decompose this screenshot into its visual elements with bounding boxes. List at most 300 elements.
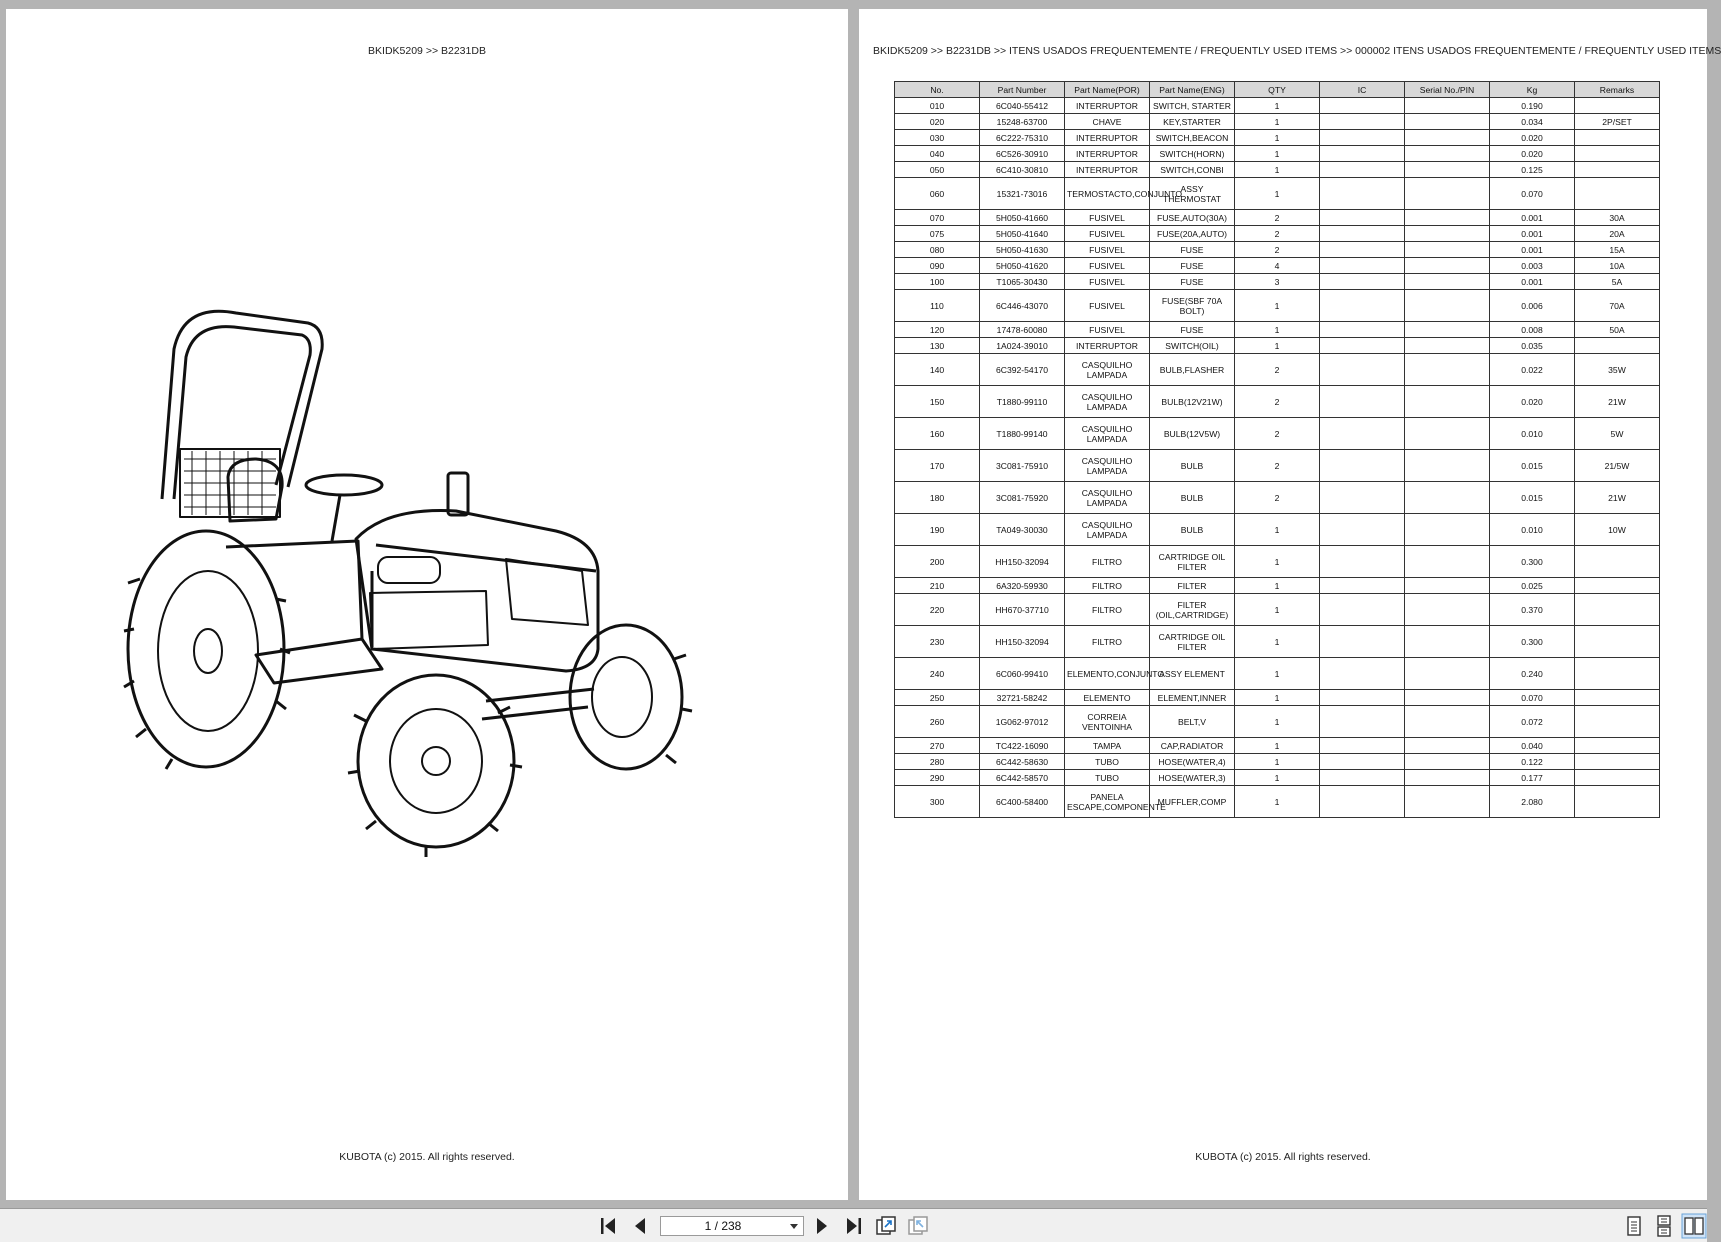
qty-cell: 1 (1235, 162, 1320, 178)
table-row (895, 210, 1660, 226)
qty-cell: 2 (1235, 226, 1320, 242)
part-name-por-cell: CASQUILHO LAMPADA (1065, 354, 1150, 386)
qty-cell: 1 (1235, 146, 1320, 162)
page-number-field[interactable] (660, 1216, 804, 1236)
serial-no-cell (1405, 178, 1490, 210)
kg-cell: 0.177 (1490, 770, 1575, 786)
table-row (895, 242, 1660, 258)
item-no-cell: 020 (895, 114, 980, 130)
table-row (895, 514, 1660, 546)
item-no-cell: 130 (895, 338, 980, 354)
chevron-down-icon[interactable] (790, 1224, 798, 1229)
kg-cell: 0.022 (1490, 354, 1575, 386)
item-no-cell: 240 (895, 658, 980, 690)
page-footer: KUBOTA (c) 2015. All rights reserved. (339, 1151, 515, 1163)
item-no-cell: 110 (895, 290, 980, 322)
table-row (895, 226, 1660, 242)
item-no-cell: 300 (895, 786, 980, 818)
part-name-eng-cell: BELT,V (1150, 706, 1235, 738)
table-row (895, 546, 1660, 578)
serial-no-cell (1405, 354, 1490, 386)
kg-cell: 0.015 (1490, 450, 1575, 482)
part-number-cell: T1880-99110 (980, 386, 1065, 418)
ic-cell (1320, 546, 1405, 578)
remarks-cell: 15A (1575, 242, 1660, 258)
remarks-cell (1575, 754, 1660, 770)
item-no-cell: 030 (895, 130, 980, 146)
page-indicator: 1 / 238 (704, 1219, 742, 1233)
part-name-eng-cell: ASSY THERMOSTAT (1150, 178, 1235, 210)
remarks-cell (1575, 658, 1660, 690)
item-no-cell: 050 (895, 162, 980, 178)
column-header: QTY (1235, 82, 1320, 98)
qty-cell: 1 (1235, 514, 1320, 546)
remarks-cell: 21/5W (1575, 450, 1660, 482)
remarks-cell: 5W (1575, 418, 1660, 450)
part-name-eng-cell: SWITCH, STARTER (1150, 98, 1235, 114)
part-name-eng-cell: KEY,STARTER (1150, 114, 1235, 130)
kg-cell: 0.008 (1490, 322, 1575, 338)
table-row (895, 162, 1660, 178)
part-name-eng-cell: BULB(12V5W) (1150, 418, 1235, 450)
item-no-cell: 180 (895, 482, 980, 514)
serial-no-cell (1405, 738, 1490, 754)
serial-no-cell (1405, 146, 1490, 162)
remarks-cell (1575, 130, 1660, 146)
ic-cell (1320, 162, 1405, 178)
ic-cell (1320, 178, 1405, 210)
qty-cell: 1 (1235, 594, 1320, 626)
part-name-eng-cell: BULB (1150, 450, 1235, 482)
part-name-por-cell: FUSIVEL (1065, 258, 1150, 274)
part-name-eng-cell: SWITCH,BEACON (1150, 130, 1235, 146)
part-name-por-cell: INTERRUPTOR (1065, 146, 1150, 162)
serial-no-cell (1405, 770, 1490, 786)
item-no-cell: 120 (895, 322, 980, 338)
part-name-eng-cell: SWITCH(HORN) (1150, 146, 1235, 162)
ic-cell (1320, 786, 1405, 818)
ic-cell (1320, 338, 1405, 354)
table-row (895, 114, 1660, 130)
two-page-view-icon[interactable] (1682, 1214, 1706, 1238)
part-number-cell: HH670-37710 (980, 594, 1065, 626)
serial-no-cell (1405, 546, 1490, 578)
kg-cell: 0.025 (1490, 578, 1575, 594)
kg-cell: 0.072 (1490, 706, 1575, 738)
qty-cell: 4 (1235, 258, 1320, 274)
part-name-por-cell: FUSIVEL (1065, 322, 1150, 338)
item-no-cell: 075 (895, 226, 980, 242)
single-page-view-icon[interactable] (1622, 1214, 1646, 1238)
part-name-por-cell: FUSIVEL (1065, 242, 1150, 258)
ic-cell (1320, 130, 1405, 146)
item-no-cell: 010 (895, 98, 980, 114)
part-name-eng-cell: FUSE,AUTO(30A) (1150, 210, 1235, 226)
part-number-cell: 6C446-43070 (980, 290, 1065, 322)
qty-cell: 2 (1235, 210, 1320, 226)
serial-no-cell (1405, 226, 1490, 242)
serial-no-cell (1405, 386, 1490, 418)
part-name-eng-cell: ASSY ELEMENT (1150, 658, 1235, 690)
kg-cell: 0.240 (1490, 658, 1575, 690)
kg-cell: 0.001 (1490, 242, 1575, 258)
remarks-cell (1575, 146, 1660, 162)
serial-no-cell (1405, 658, 1490, 690)
serial-no-cell (1405, 450, 1490, 482)
item-no-cell: 090 (895, 258, 980, 274)
part-number-cell: 15248-63700 (980, 114, 1065, 130)
ic-cell (1320, 626, 1405, 658)
qty-cell: 2 (1235, 354, 1320, 386)
part-name-eng-cell: CAP,RADIATOR (1150, 738, 1235, 754)
kg-cell: 0.001 (1490, 274, 1575, 290)
serial-no-cell (1405, 290, 1490, 322)
serial-no-cell (1405, 114, 1490, 130)
remarks-cell (1575, 738, 1660, 754)
remarks-cell (1575, 98, 1660, 114)
last-page-icon[interactable] (842, 1214, 866, 1238)
remarks-cell (1575, 178, 1660, 210)
part-name-eng-cell: CARTRIDGE OIL FILTER (1150, 546, 1235, 578)
qty-cell: 2 (1235, 242, 1320, 258)
part-name-eng-cell: BULB (1150, 482, 1235, 514)
table-row (895, 98, 1660, 114)
item-no-cell: 040 (895, 146, 980, 162)
serial-no-cell (1405, 482, 1490, 514)
remarks-cell: 50A (1575, 322, 1660, 338)
part-name-por-cell: FUSIVEL (1065, 274, 1150, 290)
part-name-por-cell: CASQUILHO LAMPADA (1065, 514, 1150, 546)
part-name-por-cell: FILTRO (1065, 626, 1150, 658)
column-header: IC (1320, 82, 1405, 98)
ic-cell (1320, 754, 1405, 770)
prev-page-icon[interactable] (628, 1214, 652, 1238)
part-number-cell: 6C410-30810 (980, 162, 1065, 178)
table-row (895, 338, 1660, 354)
table-row (895, 418, 1660, 450)
table-row (895, 594, 1660, 626)
serial-no-cell (1405, 258, 1490, 274)
part-name-por-cell: CASQUILHO LAMPADA (1065, 482, 1150, 514)
table-row (895, 690, 1660, 706)
tractor-illustration (126, 309, 686, 849)
part-name-por-cell: CORREIA VENTOINHA (1065, 706, 1150, 738)
ic-cell (1320, 690, 1405, 706)
table-row (895, 578, 1660, 594)
part-number-cell: 5H050-41640 (980, 226, 1065, 242)
part-name-eng-cell: FUSE(20A,AUTO) (1150, 226, 1235, 242)
ic-cell (1320, 450, 1405, 482)
qty-cell: 3 (1235, 274, 1320, 290)
part-number-cell: 5H050-41630 (980, 242, 1065, 258)
item-no-cell: 190 (895, 514, 980, 546)
qty-cell: 1 (1235, 706, 1320, 738)
part-name-por-cell: FILTRO (1065, 594, 1150, 626)
table-row (895, 786, 1660, 818)
remarks-cell: 20A (1575, 226, 1660, 242)
kg-cell: 0.040 (1490, 738, 1575, 754)
qty-cell: 2 (1235, 386, 1320, 418)
part-name-por-cell: INTERRUPTOR (1065, 130, 1150, 146)
item-no-cell: 150 (895, 386, 980, 418)
part-number-cell: HH150-32094 (980, 546, 1065, 578)
first-page-icon[interactable] (596, 1214, 620, 1238)
part-number-cell: 1A024-39010 (980, 338, 1065, 354)
qty-cell: 1 (1235, 738, 1320, 754)
kg-cell: 0.370 (1490, 594, 1575, 626)
part-name-por-cell: CASQUILHO LAMPADA (1065, 386, 1150, 418)
remarks-cell (1575, 546, 1660, 578)
table-row (895, 258, 1660, 274)
serial-no-cell (1405, 98, 1490, 114)
fit-page-icon[interactable] (874, 1214, 898, 1238)
part-number-cell: 6C400-58400 (980, 786, 1065, 818)
remarks-cell (1575, 770, 1660, 786)
ic-cell (1320, 98, 1405, 114)
item-no-cell: 080 (895, 242, 980, 258)
column-header: Part Name(ENG) (1150, 82, 1235, 98)
remarks-cell: 70A (1575, 290, 1660, 322)
part-number-cell: 6C060-99410 (980, 658, 1065, 690)
item-no-cell: 250 (895, 690, 980, 706)
page-header: BKIDK5209 >> B2231DB (368, 45, 486, 57)
ic-cell (1320, 594, 1405, 626)
kg-cell: 0.125 (1490, 162, 1575, 178)
serial-no-cell (1405, 578, 1490, 594)
part-name-por-cell: FUSIVEL (1065, 226, 1150, 242)
ic-cell (1320, 354, 1405, 386)
item-no-cell: 270 (895, 738, 980, 754)
kg-cell: 0.070 (1490, 178, 1575, 210)
table-row (895, 450, 1660, 482)
ic-cell (1320, 770, 1405, 786)
part-number-cell: 6C222-75310 (980, 130, 1065, 146)
column-header: Part Name(POR) (1065, 82, 1150, 98)
page-footer: KUBOTA (c) 2015. All rights reserved. (1195, 1151, 1371, 1163)
table-row (895, 178, 1660, 210)
part-number-cell: TC422-16090 (980, 738, 1065, 754)
qty-cell: 2 (1235, 450, 1320, 482)
part-number-cell: 6C526-30910 (980, 146, 1065, 162)
serial-no-cell (1405, 130, 1490, 146)
ic-cell (1320, 578, 1405, 594)
kg-cell: 0.006 (1490, 290, 1575, 322)
ic-cell (1320, 706, 1405, 738)
part-number-cell: 3C081-75910 (980, 450, 1065, 482)
qty-cell: 1 (1235, 130, 1320, 146)
part-number-cell: 6A320-59930 (980, 578, 1065, 594)
kg-cell: 0.020 (1490, 146, 1575, 162)
remarks-cell: 35W (1575, 354, 1660, 386)
remarks-cell: 10A (1575, 258, 1660, 274)
ic-cell (1320, 274, 1405, 290)
part-name-por-cell: TUBO (1065, 754, 1150, 770)
table-row (895, 754, 1660, 770)
item-no-cell: 210 (895, 578, 980, 594)
kg-cell: 0.300 (1490, 626, 1575, 658)
remarks-cell (1575, 594, 1660, 626)
serial-no-cell (1405, 338, 1490, 354)
item-no-cell: 060 (895, 178, 980, 210)
serial-no-cell (1405, 514, 1490, 546)
remarks-cell (1575, 786, 1660, 818)
part-name-eng-cell: HOSE(WATER,3) (1150, 770, 1235, 786)
part-name-por-cell: CASQUILHO LAMPADA (1065, 418, 1150, 450)
part-number-cell: TA049-30030 (980, 514, 1065, 546)
remarks-cell: 21W (1575, 482, 1660, 514)
table-row (895, 130, 1660, 146)
kg-cell: 0.010 (1490, 418, 1575, 450)
parts-table-body (895, 98, 1660, 818)
table-row (895, 322, 1660, 338)
part-number-cell: 6C442-58570 (980, 770, 1065, 786)
ic-cell (1320, 258, 1405, 274)
ic-cell (1320, 658, 1405, 690)
table-row (895, 770, 1660, 786)
table-row (895, 738, 1660, 754)
serial-no-cell (1405, 162, 1490, 178)
part-name-eng-cell: HOSE(WATER,4) (1150, 754, 1235, 770)
next-page-icon[interactable] (810, 1214, 834, 1238)
ic-cell (1320, 290, 1405, 322)
left-page (6, 9, 848, 1200)
part-name-eng-cell: FUSE (1150, 242, 1235, 258)
qty-cell: 1 (1235, 658, 1320, 690)
part-name-eng-cell: FUSE(SBF 70A BOLT) (1150, 290, 1235, 322)
table-row (895, 706, 1660, 738)
serial-no-cell (1405, 210, 1490, 226)
kg-cell: 0.001 (1490, 226, 1575, 242)
column-header: Part Number (980, 82, 1065, 98)
ic-cell (1320, 226, 1405, 242)
kg-cell: 0.070 (1490, 690, 1575, 706)
item-no-cell: 160 (895, 418, 980, 450)
remarks-cell: 2P/SET (1575, 114, 1660, 130)
part-name-eng-cell: BULB(12V21W) (1150, 386, 1235, 418)
part-name-por-cell: TUBO (1065, 770, 1150, 786)
serial-no-cell (1405, 706, 1490, 738)
part-name-por-cell: PANELA ESCAPE,COMPONENTE (1065, 786, 1150, 818)
table-header-row (895, 82, 1660, 98)
qty-cell: 1 (1235, 114, 1320, 130)
part-number-cell: 6C442-58630 (980, 754, 1065, 770)
serial-no-cell (1405, 626, 1490, 658)
kg-cell: 0.034 (1490, 114, 1575, 130)
ic-cell (1320, 242, 1405, 258)
column-header: Kg (1490, 82, 1575, 98)
continuous-view-icon[interactable] (1652, 1214, 1676, 1238)
part-number-cell: T1065-30430 (980, 274, 1065, 290)
right-page (859, 9, 1721, 1200)
kg-cell: 0.020 (1490, 386, 1575, 418)
item-no-cell: 170 (895, 450, 980, 482)
qty-cell: 1 (1235, 578, 1320, 594)
ic-cell (1320, 418, 1405, 450)
ic-cell (1320, 482, 1405, 514)
qty-cell: 1 (1235, 178, 1320, 210)
qty-cell: 1 (1235, 754, 1320, 770)
kg-cell: 0.035 (1490, 338, 1575, 354)
part-name-eng-cell: FILTER (1150, 578, 1235, 594)
qty-cell: 1 (1235, 770, 1320, 786)
ic-cell (1320, 210, 1405, 226)
part-number-cell: 1G062-97012 (980, 706, 1065, 738)
remarks-cell (1575, 578, 1660, 594)
serial-no-cell (1405, 274, 1490, 290)
table-row (895, 482, 1660, 514)
fit-width-icon[interactable] (906, 1214, 930, 1238)
part-name-por-cell: TAMPA (1065, 738, 1150, 754)
item-no-cell: 230 (895, 626, 980, 658)
part-name-eng-cell: ELEMENT,INNER (1150, 690, 1235, 706)
item-no-cell: 140 (895, 354, 980, 386)
kg-cell: 0.020 (1490, 130, 1575, 146)
part-number-cell: 15321-73016 (980, 178, 1065, 210)
item-no-cell: 070 (895, 210, 980, 226)
ic-cell (1320, 322, 1405, 338)
part-name-por-cell: ELEMENTO (1065, 690, 1150, 706)
table-row (895, 354, 1660, 386)
item-no-cell: 280 (895, 754, 980, 770)
kg-cell: 0.001 (1490, 210, 1575, 226)
column-header: Serial No./PIN (1405, 82, 1490, 98)
qty-cell: 1 (1235, 290, 1320, 322)
ic-cell (1320, 114, 1405, 130)
item-no-cell: 260 (895, 706, 980, 738)
part-number-cell: T1880-99140 (980, 418, 1065, 450)
part-name-por-cell: ELEMENTO,CONJUNTO (1065, 658, 1150, 690)
part-name-por-cell: FUSIVEL (1065, 290, 1150, 322)
part-number-cell: 6C040-55412 (980, 98, 1065, 114)
serial-no-cell (1405, 594, 1490, 626)
kg-cell: 2.080 (1490, 786, 1575, 818)
serial-no-cell (1405, 418, 1490, 450)
part-name-por-cell: FUSIVEL (1065, 210, 1150, 226)
table-row (895, 386, 1660, 418)
table-row (895, 626, 1660, 658)
serial-no-cell (1405, 242, 1490, 258)
part-name-por-cell: CHAVE (1065, 114, 1150, 130)
ic-cell (1320, 514, 1405, 546)
part-name-por-cell: TERMOSTACTO,CONJUNTO (1065, 178, 1150, 210)
kg-cell: 0.010 (1490, 514, 1575, 546)
remarks-cell (1575, 690, 1660, 706)
part-name-eng-cell: BULB (1150, 514, 1235, 546)
kg-cell: 0.190 (1490, 98, 1575, 114)
serial-no-cell (1405, 786, 1490, 818)
part-name-eng-cell: FUSE (1150, 274, 1235, 290)
part-number-cell: 3C081-75920 (980, 482, 1065, 514)
item-no-cell: 290 (895, 770, 980, 786)
remarks-cell: 30A (1575, 210, 1660, 226)
qty-cell: 1 (1235, 98, 1320, 114)
part-name-por-cell: INTERRUPTOR (1065, 98, 1150, 114)
remarks-cell (1575, 338, 1660, 354)
part-name-eng-cell: SWITCH,CONBI (1150, 162, 1235, 178)
qty-cell: 2 (1235, 418, 1320, 450)
part-number-cell: HH150-32094 (980, 626, 1065, 658)
part-number-cell: 5H050-41620 (980, 258, 1065, 274)
ic-cell (1320, 146, 1405, 162)
part-number-cell: 17478-60080 (980, 322, 1065, 338)
serial-no-cell (1405, 322, 1490, 338)
part-name-eng-cell: SWITCH(OIL) (1150, 338, 1235, 354)
remarks-cell: 10W (1575, 514, 1660, 546)
part-name-por-cell: FILTRO (1065, 546, 1150, 578)
qty-cell: 1 (1235, 322, 1320, 338)
part-name-eng-cell: CARTRIDGE OIL FILTER (1150, 626, 1235, 658)
qty-cell: 1 (1235, 626, 1320, 658)
